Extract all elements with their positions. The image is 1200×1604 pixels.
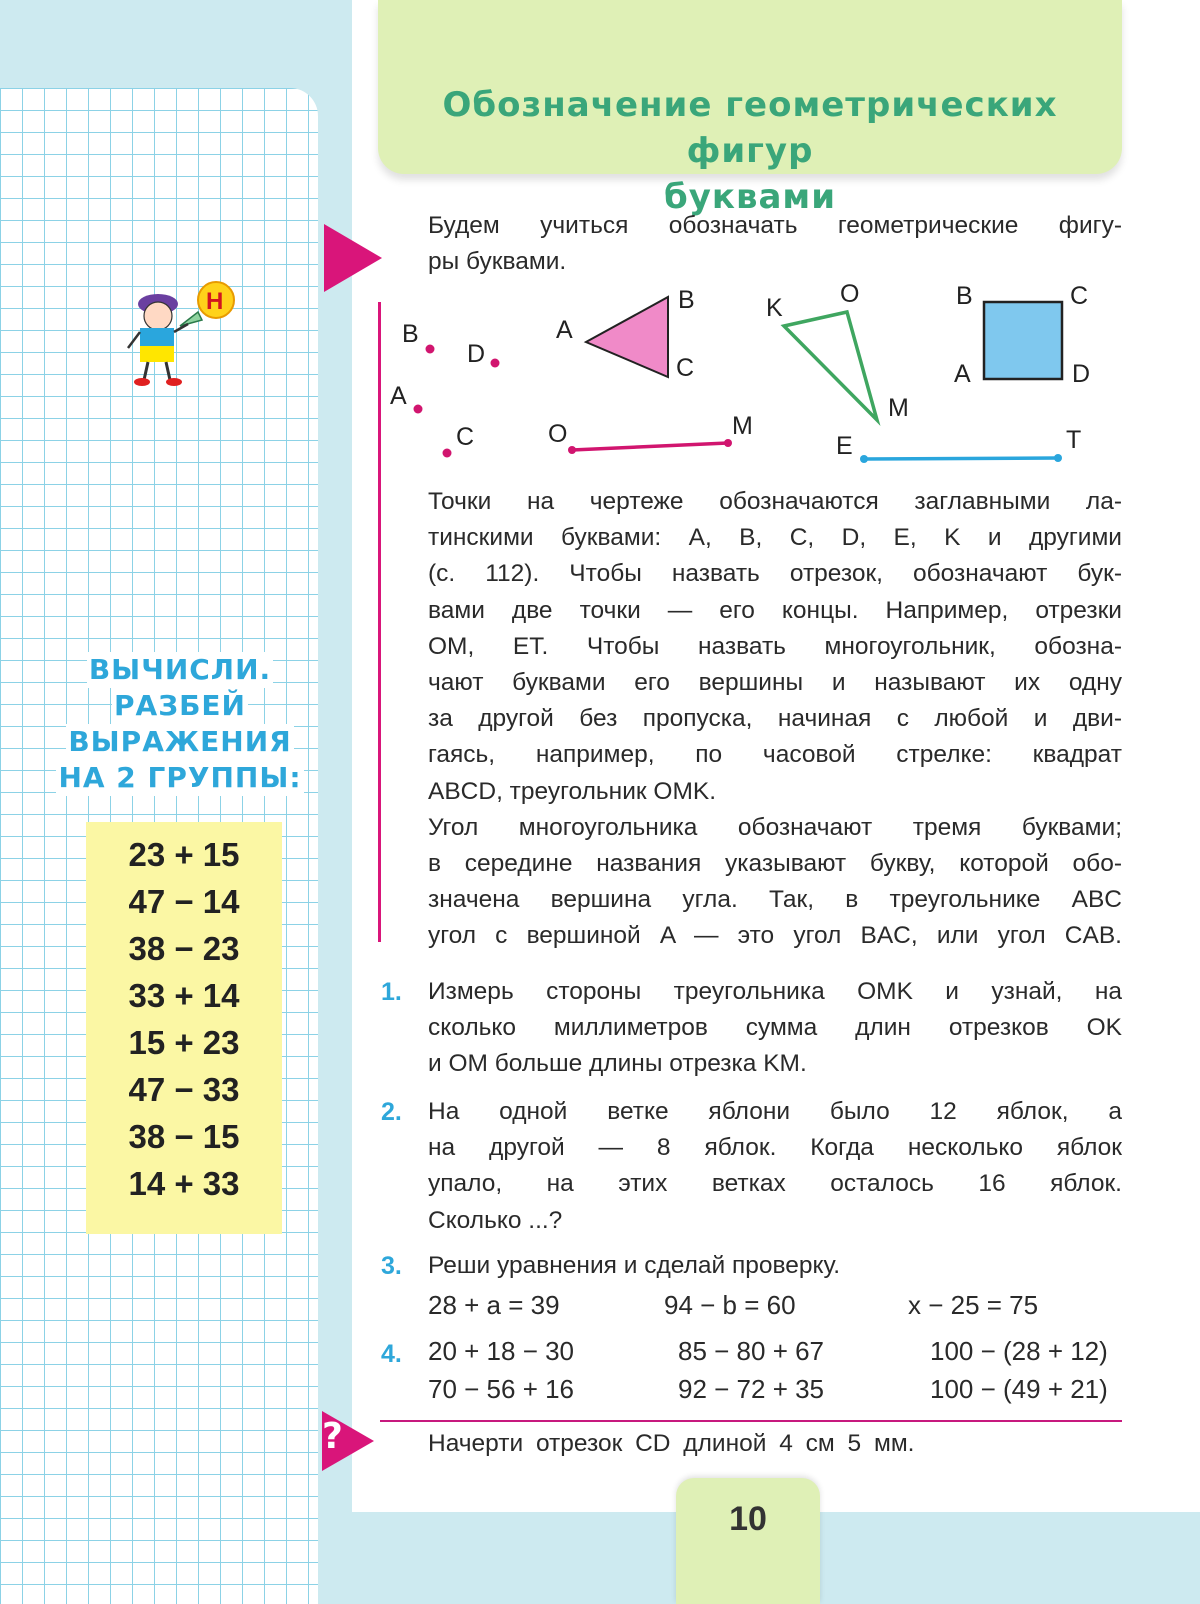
segment-om-end-o — [568, 446, 576, 454]
shoe-right — [166, 378, 182, 386]
sidebar-expression: 23 + 15 — [128, 836, 240, 873]
boy-character-illustration — [120, 276, 240, 406]
square-abcd — [984, 302, 1062, 379]
point-c — [443, 449, 452, 458]
point-a — [414, 405, 423, 414]
label-segment-o: O — [548, 420, 568, 448]
sidebar-expression: 14 + 33 — [128, 1165, 240, 1202]
segment-et-end-e — [860, 455, 868, 463]
label-triangle-a: A — [556, 316, 573, 344]
badge-letter: Н — [206, 288, 224, 315]
label-point-d: D — [467, 340, 486, 368]
expression-4-5: 92 − 72 + 35 — [678, 1374, 825, 1404]
task-1-text: Измерь стороны треугольника OMK и узнай, на сколько миллиметров сумма длин отрезков OK и OM больше длины отрезка KM. — [428, 978, 1122, 1078]
label-segment-e: E — [836, 432, 853, 460]
label-triangle-o: O — [840, 282, 860, 308]
equation-3: x − 25 = 75 — [908, 1290, 1039, 1320]
sidebar-expression: 15 + 23 — [128, 1024, 240, 1061]
label-triangle-c: C — [676, 354, 695, 382]
page-title: Обозначение геометрических фигур буквами — [442, 85, 1058, 217]
point-b — [426, 345, 435, 354]
triangle-kom — [784, 312, 877, 420]
question-text: Начерти отрезок CD длиной 4 см 5 мм. — [428, 1430, 915, 1457]
label-segment-t: T — [1066, 426, 1082, 454]
rules-paragraph: Точки на чертеже обозначаются заглавными ла- тинскими буквами: A, B, C, D, E, K и другими (с. 112). Чтобы назвать отрезок, обозначают бук- вами две точки — его концы. Например, отрезки OM, ET. Чтобы назвать многоугольник, обозна- чают буквами его вершины и называют их одну за другой без пропуска, начиная с любой и дви- гаясь, например, по часовой стрелке: квадрат ABCD, треугольник OMK. Угол многоугольника обозначают тремя буквами; в середине названия указывают букву, которой обо- значена вершина угла. Так, в треугольнике ABC угол с вершиной A — это угол BAC, или угол CAB. — [428, 488, 1122, 950]
point-d — [491, 359, 500, 368]
head-icon — [144, 302, 172, 330]
sidebar-expression: 38 − 23 — [128, 930, 240, 967]
segment-om-end-m — [724, 439, 732, 447]
equation-1: 28 + a = 39 — [428, 1290, 560, 1320]
segment-om — [572, 443, 728, 450]
label-square-b: B — [956, 282, 973, 310]
arm-left — [128, 332, 140, 348]
label-triangle-b: B — [678, 286, 695, 314]
expression-4-1: 20 + 18 − 30 — [428, 1336, 575, 1366]
sidebar-task-title: ВЫЧИСЛИ. РАЗБЕЙ ВЫРАЖЕНИЯ НА 2 ГРУППЫ: — [58, 653, 302, 794]
question-divider — [380, 1420, 1122, 1422]
horn-icon — [180, 312, 202, 326]
label-square-d: D — [1072, 360, 1091, 388]
page-number-tab — [676, 1478, 820, 1604]
expressions-panel — [86, 822, 282, 1234]
sidebar-expression: 47 − 33 — [128, 1071, 240, 1108]
sidebar-expression: 47 − 14 — [128, 883, 240, 920]
shoe-left — [134, 378, 150, 386]
shorts-icon — [140, 346, 174, 362]
expression-4-6: 100 − (49 + 21) — [930, 1374, 1108, 1404]
label-square-c: C — [1070, 282, 1089, 310]
label-point-b: B — [402, 320, 419, 348]
label-triangle-m: M — [888, 394, 909, 422]
segment-et — [864, 458, 1058, 459]
task-number-1: 1. — [381, 978, 402, 1006]
task-3-text: Реши уравнения и сделай проверку. — [428, 1252, 841, 1279]
task-number-4: 4. — [381, 1340, 402, 1368]
task-2-text: На одной ветке яблони было 12 яблок, а на другой — 8 яблок. Когда несколько яблок упало, на этих ветках осталось 16 яблок. Сколько ...? — [428, 1098, 1122, 1234]
leg-left — [144, 362, 148, 380]
task-number-3: 3. — [381, 1252, 402, 1280]
leg-right — [166, 362, 170, 380]
sidebar-expression: 33 + 14 — [128, 977, 240, 1014]
label-segment-m: M — [732, 412, 753, 440]
intro-paragraph: Будем учиться обозначать геометрические фигу- ры буквами. — [428, 212, 1122, 276]
expression-4-3: 100 − (28 + 12) — [930, 1336, 1108, 1366]
label-square-a: A — [954, 360, 971, 388]
question-mark-icon: ? — [322, 1416, 343, 1457]
shirt-icon — [140, 328, 174, 348]
title-banner — [378, 0, 1122, 217]
page-number: 10 — [729, 1500, 767, 1538]
sidebar-expression: 38 − 15 — [128, 1118, 240, 1155]
label-point-c: C — [456, 423, 475, 451]
expression-4-2: 85 − 80 + 67 — [678, 1336, 825, 1366]
expression-4-4: 70 − 56 + 16 — [428, 1374, 575, 1404]
task-number-2: 2. — [381, 1098, 402, 1126]
label-point-a: A — [390, 382, 407, 410]
equation-2: 94 − b = 60 — [664, 1290, 796, 1320]
figures-illustration — [352, 282, 1200, 482]
triangle-abc — [586, 297, 668, 377]
label-triangle-k: K — [766, 294, 783, 322]
segment-et-end-t — [1054, 454, 1062, 462]
